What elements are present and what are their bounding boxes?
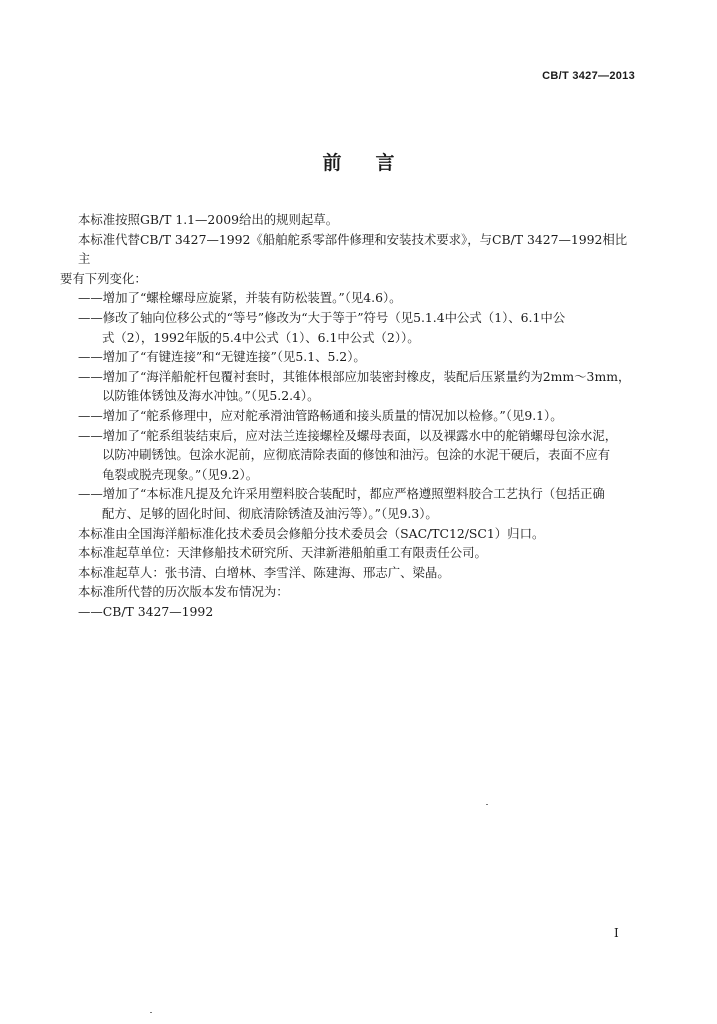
list-item: [78, 288, 638, 308]
list-item-continuation: 以防冲刷锈蚀。包涂水泥前，应彻底清除表面的修蚀和油污。包涂的水泥干硬后，表面不应有: [102, 447, 611, 463]
paragraph-text-line2: 要有下列变化：: [60, 270, 147, 286]
standard-number-header: CB/T 3427—2013: [542, 70, 635, 82]
replacement-paragraph: [78, 230, 638, 269]
drafters-paragraph: 本标准起草人：张书清、白增林、李雪洋、陈建海、邢志广、梁晶。: [78, 564, 450, 580]
list-item-text: ——修改了轴向位移公式的“等号”修改为“大于等于”符号（见5.1.4中公式（1）、6.1中公: [78, 309, 566, 325]
list-item: [78, 308, 638, 347]
history-item: ——CB/T 3427—1992: [78, 603, 214, 619]
drafting-rule-paragraph: [78, 210, 638, 230]
list-item-continuation: 式（2），1992年版的5.4中公式（1）、6.1中公式（2））。: [102, 329, 420, 345]
list-item-continuation: 配方、足够的固化时间、彻底清除锈渣及油污等）。”（见9.3）。: [102, 505, 438, 521]
list-item-text: ——增加了“本标准凡提及允许采用塑料胶合装配时，都应严格遵照塑料胶合工艺执行（包括正确: [78, 486, 605, 502]
replacement-paragraph-cont: [60, 269, 638, 289]
list-item-text: ——增加了“有键连接”和“无键连接”（见5.1、5.2）。: [78, 349, 366, 365]
paragraph-text-line1: 本标准代替CB/T 3427—1992《船舶舵系零部件修理和安装技术要求》，与CB/T 3427—1992相比主: [78, 231, 628, 267]
scan-speck: [486, 804, 488, 805]
foreword-body: [60, 210, 638, 621]
list-item-continuation: 龟裂或脱壳现象。”（见9.2）。: [102, 466, 259, 482]
history-paragraph: 本标准所代替的历次版本发布情况为：: [78, 584, 289, 600]
list-item: [78, 367, 638, 406]
list-item: [78, 484, 638, 523]
list-item-text: ——增加了“舵系修理中，应对舵承滑油管路畅通和接头质量的情况加以检修。”（见9.1）。: [78, 407, 563, 423]
list-item: [78, 347, 638, 367]
page-number: I: [614, 926, 619, 940]
changes-list: [78, 288, 638, 523]
list-item-continuation: 以防锥体锈蚀及海水冲蚀。”（见5.2.4）。: [102, 388, 320, 404]
scan-speck: [150, 1012, 152, 1013]
page-title: 前言: [322, 152, 429, 174]
committee-paragraph: 本标准由全国海洋船标准化技术委员会修船分技术委员会（SAC/TC12/SC1）归口。: [78, 525, 545, 541]
list-item-text: ——增加了“螺栓螺母应旋紧，并装有防松装置。”（见4.6）。: [78, 290, 402, 306]
list-item: [78, 406, 638, 426]
list-item-text: ——增加了“舵系组装结束后，应对法兰连接螺栓及螺母表面，以及裸露水中的舵销螺母包涂水泥，: [78, 427, 618, 443]
list-item-text: ——增加了“海洋船舵杆包覆衬套时，其锥体根部应加装密封橡皮，装配后压紧量约为2mm～3mm，: [78, 368, 631, 384]
list-item: [78, 426, 638, 485]
paragraph-text: 本标准按照GB/T 1.1—2009给出的规则起草。: [78, 212, 339, 227]
drafting-units-paragraph: 本标准起草单位：天津修船技术研究所、天津新港船舶重工有限责任公司。: [78, 545, 487, 561]
